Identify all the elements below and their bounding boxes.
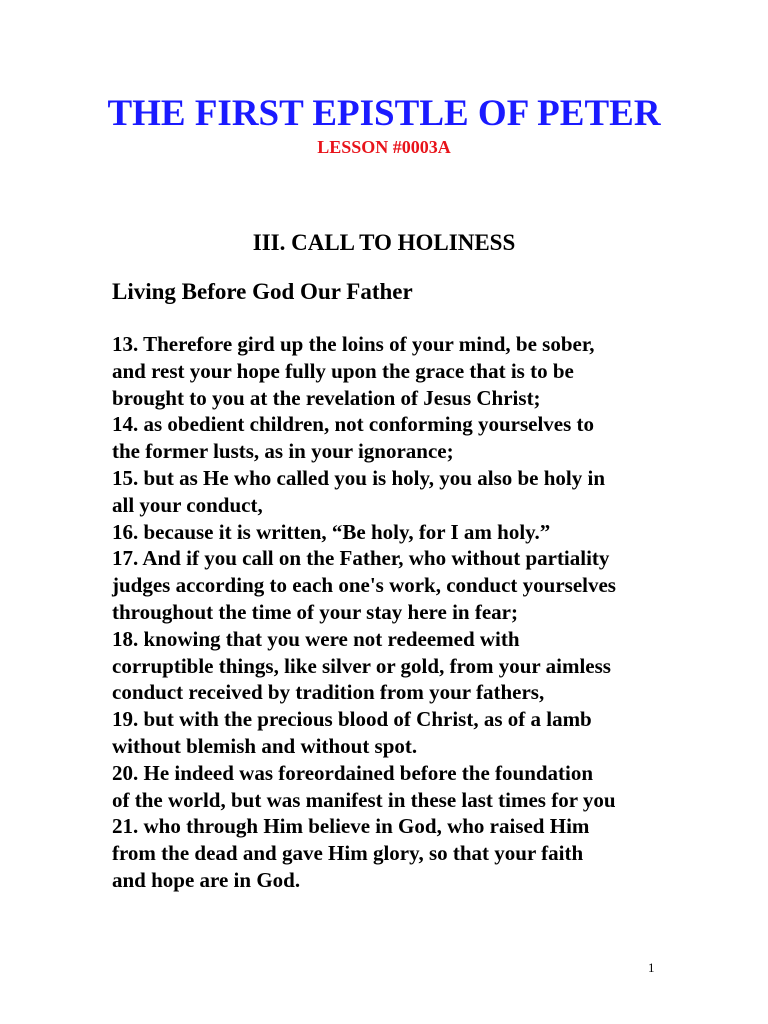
verse-line: the former lusts, as in your ignorance;: [112, 439, 454, 464]
section-heading: III. CALL TO HOLINESS: [252, 230, 516, 255]
verse-item: [112, 760, 672, 814]
verse-item: [112, 465, 672, 519]
verse-line: corruptible things, like silver or gold, from your aimless: [112, 653, 611, 678]
verse-line: and rest your hope fully upon the grace that is to be: [112, 358, 574, 383]
verse-item: [112, 626, 672, 706]
lesson-number: LESSON #0003A: [317, 137, 451, 157]
verse-line: 13. Therefore gird up the loins of your mind, be sober,: [112, 332, 595, 356]
verse-item: [112, 706, 672, 760]
verse-line: 15. but as He who called you is holy, you also be holy in: [112, 465, 606, 490]
verse-line: brought to you at the revelation of Jesus Christ;: [112, 385, 541, 410]
verse-line: 16. because it is written, “Be holy, for I am holy.”: [112, 519, 551, 544]
verse-line: 17. And if you call on the Father, who without partiality: [112, 546, 610, 571]
verse-item: [112, 545, 672, 625]
verse-line: 18. knowing that you were not redeemed with: [112, 626, 520, 651]
verse-item: [112, 331, 672, 411]
verse-item: [112, 411, 672, 465]
verse-line: judges according to each one's work, conduct yourselves: [112, 573, 616, 598]
verse-list: [112, 331, 672, 894]
document-title: THE FIRST EPISTLE OF PETER: [107, 93, 661, 134]
verse-line: and hope are in God.: [112, 867, 301, 892]
verse-line: from the dead and gave Him glory, so that your faith: [112, 841, 584, 866]
verse-item: [112, 813, 672, 893]
verse-item: [112, 519, 672, 546]
verse-line: conduct received by tradition from your fathers,: [112, 680, 545, 705]
page-number: 1: [648, 960, 655, 975]
verse-line: 21. who through Him believe in God, who raised Him: [112, 814, 590, 839]
verse-line: 14. as obedient children, not conforming yourselves to: [112, 412, 595, 437]
verse-line: without blemish and without spot.: [112, 733, 418, 758]
subheading: Living Before God Our Father: [112, 279, 413, 304]
verse-line: 20. He indeed was foreordained before the foundation: [112, 760, 594, 785]
verse-line: all your conduct,: [112, 492, 263, 517]
verse-line: 19. but with the precious blood of Christ, as of a lamb: [112, 707, 592, 732]
verse-line: of the world, but was manifest in these last times for you: [112, 787, 616, 812]
verse-line: throughout the time of your stay here in fear;: [112, 599, 518, 624]
